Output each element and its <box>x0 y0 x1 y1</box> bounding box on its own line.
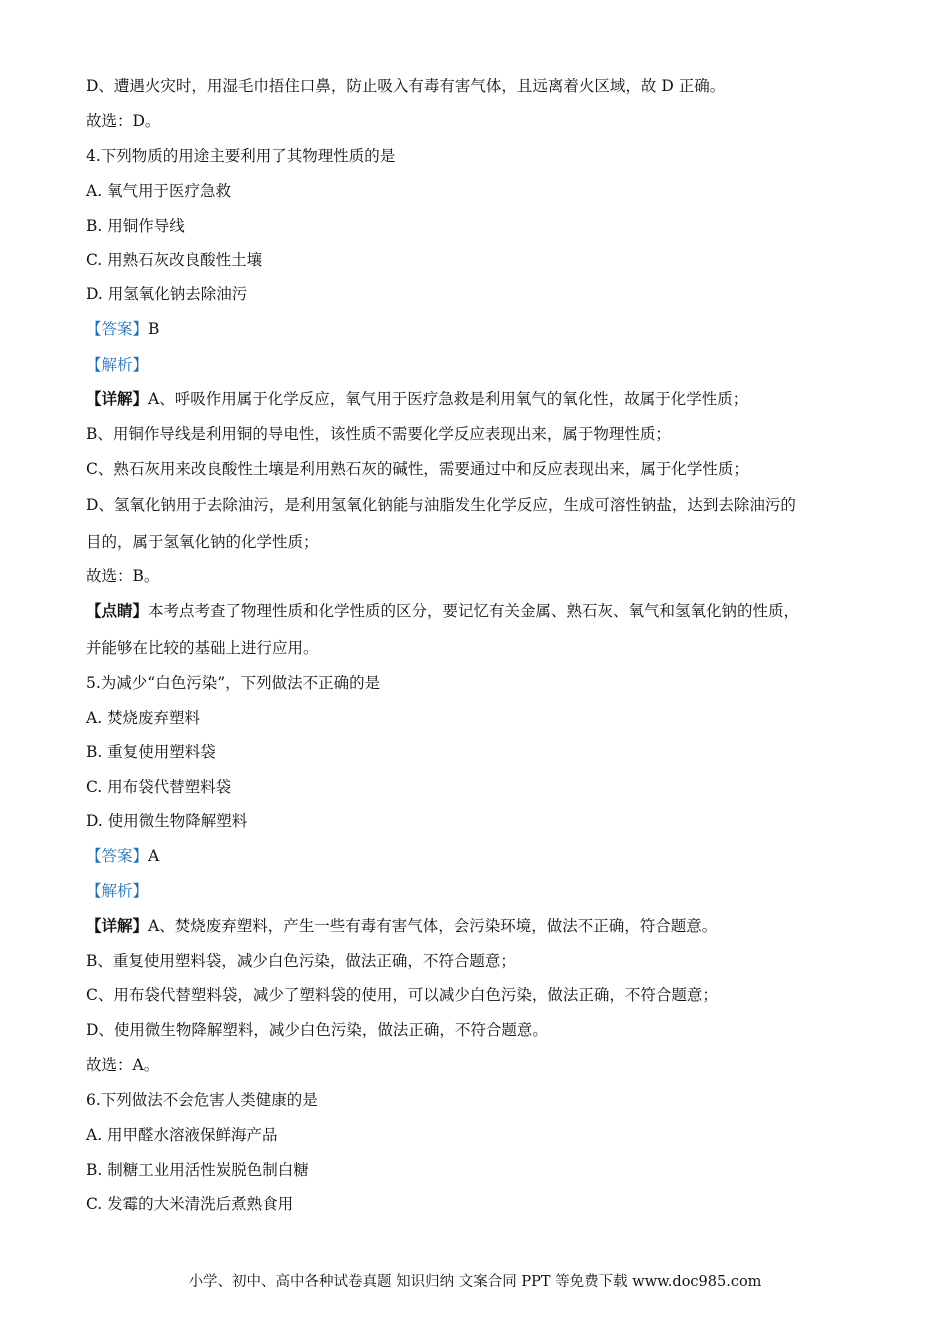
option-c: C. 发霉的大米清洗后煮熟食用 <box>86 1195 294 1213</box>
detail-text: A、焚烧废弃塑料，产生一些有毒有害气体，会污染环境，做法不正确，符合题意。 <box>148 917 718 935</box>
analysis-tag: 【解析】 <box>86 356 149 374</box>
option-b: B. 重复使用塑料袋 <box>86 743 216 761</box>
answer-tag: 【答案】 <box>86 320 149 338</box>
answer-value: B <box>148 320 160 338</box>
text-line: C、熟石灰用来改良酸性土壤是利用熟石灰的碱性，需要通过中和反应表现出来，属于化学性质； <box>86 460 749 478</box>
option-a: A. 焚烧废弃塑料 <box>86 709 201 727</box>
text-line: 故选：B。 <box>86 567 160 585</box>
option-c: C. 用布袋代替塑料袋 <box>86 778 232 796</box>
option-b: B. 制糖工业用活性炭脱色制白糖 <box>86 1161 309 1179</box>
text-line: B、用铜作导线是利用铜的导电性，该性质不需要化学反应表现出来，属于物理性质； <box>86 425 671 443</box>
question-title: 4.下列物质的用途主要利用了其物理性质的是 <box>86 147 396 165</box>
option-b: B. 用铜作导线 <box>86 217 185 235</box>
detail-line <box>86 916 717 936</box>
text-line: D、氢氧化钠用于去除油污，是利用氢氧化钠能与油脂发生化学反应，生成可溶性钠盐，达到去除油污的 <box>86 496 796 514</box>
page-footer: 小学、初中、高中各种试卷真题 知识归纳 文案合同 PPT 等免费下载 www.doc985.com <box>188 1274 762 1290</box>
text-line: 故选：D。 <box>86 112 161 130</box>
detail-tag: 【详解】 <box>86 916 149 935</box>
analysis-line <box>86 881 148 901</box>
answer-line <box>86 846 159 866</box>
text-line: 故选：A。 <box>86 1056 160 1074</box>
option-a: A. 用甲醛水溶液保鲜海产品 <box>86 1126 278 1144</box>
answer-line <box>86 319 159 339</box>
text-line: 目的，属于氢氧化钠的化学性质； <box>86 533 319 551</box>
option-c: C. 用熟石灰改良酸性土壤 <box>86 251 263 269</box>
question-title: 5.为减少“白色污染”，下列做法不正确的是 <box>86 674 381 692</box>
option-a: A. 氧气用于医疗急救 <box>86 182 232 200</box>
analysis-line <box>86 355 148 375</box>
text-line: D、使用微生物降解塑料，减少白色污染，做法正确，不符合题意。 <box>86 1021 548 1039</box>
note-text: 本考点考查了物理性质和化学性质的区分，要记忆有关金属、熟石灰、氧气和氢氧化钠的性质， <box>148 602 800 620</box>
note-line <box>86 601 799 621</box>
detail-tag: 【详解】 <box>86 389 149 408</box>
question-title: 6.下列做法不会危害人类健康的是 <box>86 1091 318 1109</box>
detail-text: A、呼吸作用属于化学反应，氧气用于医疗急救是利用氧气的氧化性，故属于化学性质； <box>148 390 749 408</box>
text-line: B、重复使用塑料袋，减少白色污染，做法正确，不符合题意； <box>86 952 516 970</box>
analysis-tag: 【解析】 <box>86 882 149 900</box>
option-d: D. 使用微生物降解塑料 <box>86 812 248 830</box>
answer-value: A <box>148 847 160 865</box>
text-line: D、遭遇火灾时，用湿毛巾捂住口鼻，防止吸入有毒有害气体，且远离着火区域，故 D 正确。 <box>86 77 726 95</box>
note-tag: 【点睛】 <box>86 601 149 620</box>
option-d: D. 用氢氧化钠去除油污 <box>86 285 248 303</box>
answer-tag: 【答案】 <box>86 847 149 865</box>
text-line: 并能够在比较的基础上进行应用。 <box>86 639 319 657</box>
text-line: C、用布袋代替塑料袋，减少了塑料袋的使用，可以减少白色污染，做法正确，不符合题意； <box>86 986 718 1004</box>
detail-line <box>86 389 748 409</box>
